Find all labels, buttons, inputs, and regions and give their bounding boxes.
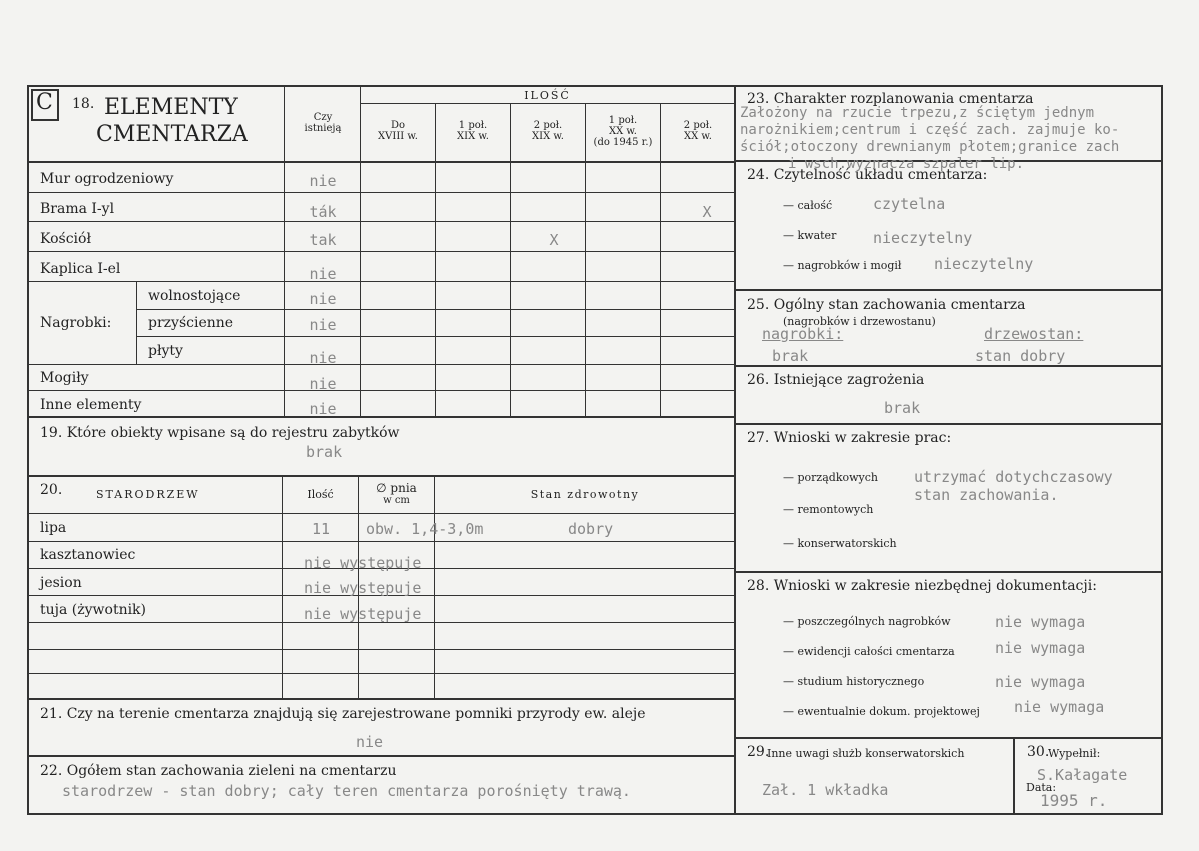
readability-label-nagrobkow: — nagrobków i mogił: [783, 259, 902, 272]
filled-by-name: S.Kałagate: [1037, 766, 1128, 784]
section-22-value: starodrzew - stan dobry; cały teren cmentarza porośnięty trawą.: [62, 782, 631, 800]
tree-status-tuja: nie występuje: [304, 605, 422, 623]
starodrzew-col-pnia-line2: w cm: [383, 495, 410, 506]
exists-header: [286, 112, 360, 134]
element-label-inne: Inne elementy: [40, 397, 142, 413]
condition-label-nagrobki: nagrobki:: [762, 325, 844, 343]
docs-label-nagrobkow: — poszczególnych nagrobków: [783, 615, 951, 628]
elements-title-line2: CMENTARZA: [96, 122, 248, 147]
section-23-line2: narożnikiem;centrum i część zach. zajmuje ko-: [740, 122, 1120, 138]
period-header-0: [362, 120, 434, 142]
section-26-value: brak: [884, 399, 921, 417]
readability-value-nagrobkow: nieczytelny: [934, 255, 1034, 273]
tree-name-lipa: lipa: [40, 520, 67, 536]
period-4-line2: XX w.: [684, 131, 712, 142]
works-value-line1: utrzymać dotychczasowy: [914, 468, 1113, 486]
section-27-title: 27. Wnioski w zakresie prac:: [747, 430, 952, 446]
tree-status-kasztanowiec: nie występuje: [304, 554, 422, 572]
period-header-3: [587, 115, 659, 148]
section-18-number: 18.: [72, 96, 95, 112]
element-label-kosciol: Kościół: [40, 231, 91, 247]
section-26-title: 26. Istniejące zagrożenia: [747, 372, 925, 388]
tree-stan-lipa: dobry: [568, 520, 614, 538]
period-4-line1: 2 poł.: [683, 120, 713, 131]
period-2-line1: 2 poł.: [533, 120, 563, 131]
works-label-remontowych: — remontowych: [783, 503, 874, 516]
period-header-4: [662, 120, 734, 142]
element-label-kaplica: Kaplica I-el: [40, 261, 121, 277]
section-19-value: brak: [306, 443, 343, 461]
section-30-title: Wypełnił:: [1048, 747, 1101, 760]
starodrzew-col-pnia-line1: ∅ pnia: [376, 481, 417, 495]
nagrobki-label: Nagrobki:: [40, 315, 112, 331]
tree-name-kasztanowiec: kasztanowiec: [40, 547, 136, 563]
period-0-line1: Do: [390, 120, 406, 131]
works-label-konserwatorskich: — konserwatorskich: [783, 537, 897, 550]
tree-name-jesion: jesion: [40, 575, 82, 591]
element-exists-brama: ták: [309, 203, 337, 221]
condition-value-nagrobki: brak: [772, 347, 809, 365]
readability-value-calosc: czytelna: [873, 195, 946, 213]
nagrobki-exists-przyscienne: nie: [309, 316, 337, 334]
section-29-title: Inne uwagi służb konserwatorskich: [767, 747, 965, 760]
elements-title-line1: ELEMENTY: [104, 95, 238, 120]
section-25-title: 25. Ogólny stan zachowania cmentarza: [747, 297, 1026, 313]
element-label-mur: Mur ogrodzeniowy: [40, 171, 174, 187]
section-23-line3: ściół;otoczony drewnianym płotem;granice zach: [740, 139, 1120, 155]
element-exists-mogily: nie: [309, 375, 337, 393]
element-exists-kaplica: nie: [309, 265, 337, 283]
works-value-line2: stan zachowania.: [914, 486, 1059, 504]
element-mark-brama: X: [702, 203, 712, 221]
section-20-number: 20.: [40, 482, 63, 498]
readability-label-calosc: — całość: [783, 199, 833, 212]
section-25-subtitle: (nagrobków i drzewostanu): [783, 315, 936, 328]
nagrobki-label-przyscienne: przyścienne: [148, 315, 234, 331]
section-30-number: 30.: [1027, 744, 1050, 760]
nagrobki-label-wolnostojace: wolnostojące: [148, 288, 241, 304]
tree-status-jesion: nie występuje: [304, 579, 422, 597]
starodrzew-col-stan: Stan zdrowotny: [530, 488, 640, 501]
docs-value-projektowej: nie wymaga: [1014, 698, 1105, 716]
tree-name-tuja: tuja (żywotnik): [40, 602, 147, 618]
docs-label-ewidencji: — ewidencji całości cmentarza: [783, 645, 955, 658]
element-exists-kosciol: tak: [309, 231, 337, 249]
period-3-line1: 1 poł.: [608, 115, 638, 126]
readability-label-kwater: — kwater: [783, 229, 837, 242]
element-mark-kosciol: X: [549, 231, 559, 249]
period-header-2: [512, 120, 584, 142]
docs-label-projektowej: — ewentualnie dokum. projektowej: [783, 705, 980, 718]
element-label-brama: Brama I-yl: [40, 201, 115, 217]
tree-pnia-lipa: obw. 1,4-3,0m: [366, 520, 484, 538]
nagrobki-exists-wolnostojace: nie: [309, 290, 337, 308]
nagrobki-exists-plyty: nie: [309, 349, 337, 367]
period-3-line3: (do 1945 r.): [593, 137, 653, 148]
section-23-line4: i wsch.wyznacza szpaler lip.: [788, 156, 1025, 172]
section-23-line1: Założony na rzucie trpezu,z ściętym jednym: [740, 105, 1095, 121]
date-label: Data:: [1026, 781, 1057, 794]
section-20-title: STARODRZEW: [96, 488, 200, 501]
section-28-title: 28. Wnioski w zakresie niezbędnej dokumentacji:: [747, 578, 1097, 594]
period-1-line2: XIX w.: [457, 131, 489, 142]
docs-value-studium: nie wymaga: [995, 673, 1086, 691]
condition-value-drzewostan: stan dobry: [975, 347, 1066, 365]
section-19-title: 19. Które obiekty wpisane są do rejestru zabytków: [40, 425, 400, 441]
condition-label-drzewostan: drzewostan:: [984, 325, 1084, 343]
section-24-title: 24. Czytelność układu cmentarza:: [747, 167, 988, 183]
starodrzew-col-ilosc: Ilość: [307, 488, 334, 501]
date-value: 1995 r.: [1040, 791, 1108, 810]
period-3-line2: XX w.: [609, 126, 637, 137]
docs-value-nagrobkow: nie wymaga: [995, 613, 1086, 631]
period-header-1: [437, 120, 509, 142]
period-0-line2: XVIII w.: [378, 131, 418, 142]
section-22-title: 22. Ogółem stan zachowania zieleni na cmentarzu: [40, 763, 397, 779]
docs-label-studium: — studium historycznego: [783, 675, 925, 688]
works-label-porzadkowych: — porządkowych: [783, 471, 878, 484]
readability-value-kwater: nieczytelny: [873, 229, 973, 247]
section-21-title: 21. Czy na terenie cmentarza znajdują się zarejestrowane pomniki przyrody ew. aleje: [40, 706, 646, 722]
starodrzew-col-pnia: [359, 482, 434, 506]
section-c-letter: C: [36, 90, 53, 115]
section-23-title: 23. Charakter rozplanowania cmentarza: [747, 91, 1034, 107]
element-exists-inne: nie: [309, 400, 337, 418]
section-23-text: [740, 105, 1198, 173]
period-2-line2: XIX w.: [532, 131, 564, 142]
element-exists-mur: nie: [309, 172, 337, 190]
exists-header-line1: Czy: [313, 112, 333, 123]
section-21-value: nie: [356, 733, 384, 751]
nagrobki-label-plyty: płyty: [148, 343, 183, 359]
ilosc-header: ILOŚĆ: [524, 89, 571, 102]
section-29-number: 29.: [747, 744, 770, 760]
element-label-mogily: Mogiły: [40, 370, 89, 386]
period-1-line1: 1 poł.: [458, 120, 488, 131]
tree-ilosc-lipa: 11: [312, 520, 331, 538]
section-29-value: Zał. 1 wkładka: [762, 781, 889, 799]
exists-header-line2: istnieją: [304, 123, 342, 134]
docs-value-ewidencji: nie wymaga: [995, 639, 1086, 657]
